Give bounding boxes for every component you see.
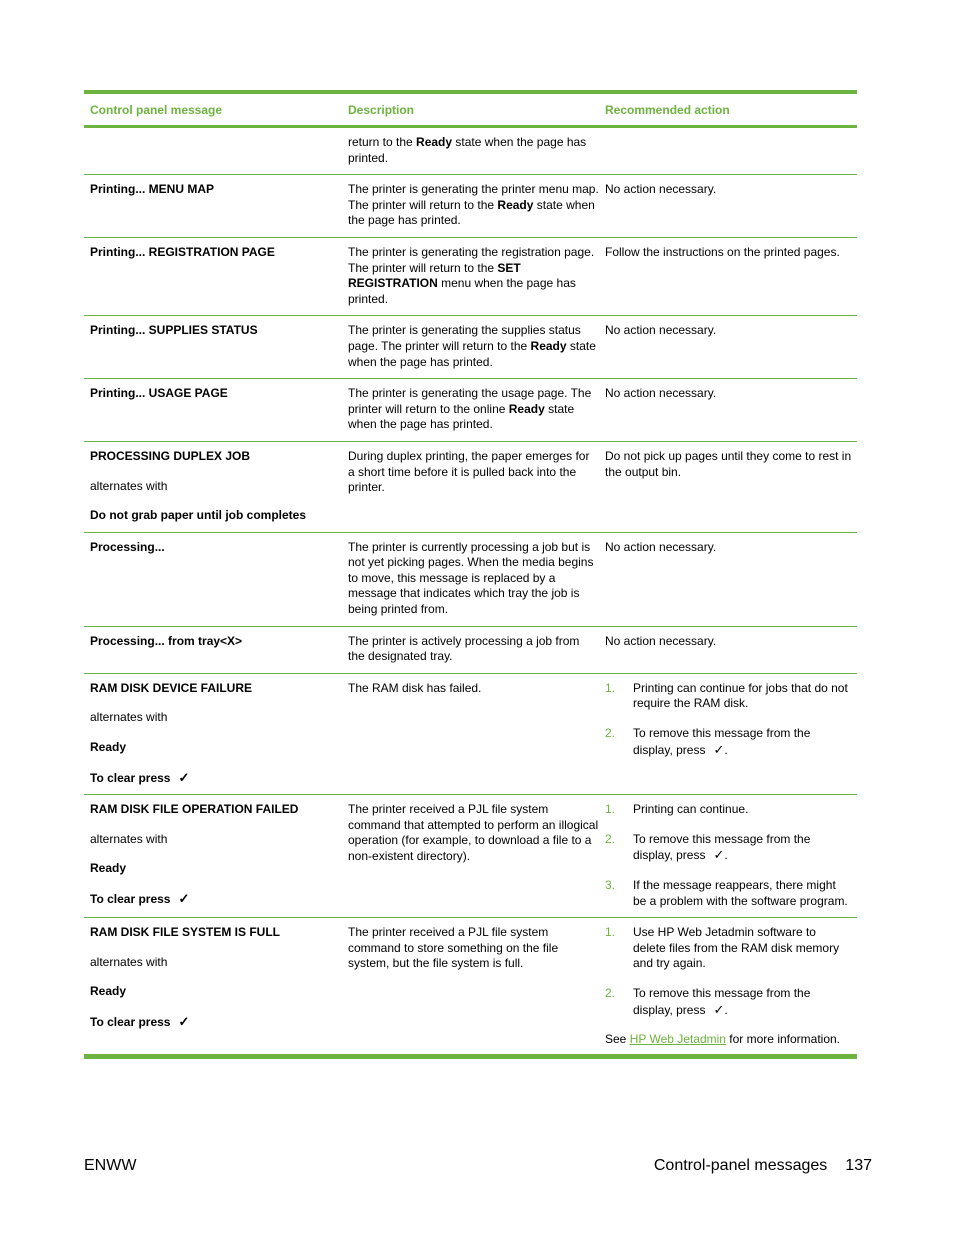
- message-cell: [84, 681, 342, 786]
- checkmark-icon: ✓: [713, 741, 725, 757]
- list-item: [605, 726, 857, 758]
- description-cell: The printer is actively processing a job from the designated tray.: [348, 633, 580, 664]
- step-text-body: To remove this message from the display, press: [633, 726, 811, 757]
- step-number: 3.: [605, 878, 616, 892]
- description-cell: The printer received a PJL file system command that attempted to perform an illogical operation (for example, to download a file to a non-existent directory).: [348, 802, 599, 863]
- step-text: [633, 726, 857, 758]
- header-description: Description: [348, 102, 415, 117]
- action-cell: No action necessary.: [605, 323, 717, 338]
- description-cell: During duplex printing, the paper emerges for a short time before it is pulled back into the printer.: [348, 448, 590, 495]
- footer-section-title: Control-panel messages: [653, 1157, 828, 1174]
- footer-right: [654, 1157, 872, 1175]
- footer-left: ENWW: [84, 1157, 137, 1174]
- header-control-panel-message: Control panel message: [90, 102, 223, 117]
- checkmark-icon: ✓: [178, 891, 190, 906]
- step-text: [633, 832, 857, 864]
- see-text: See: [605, 1032, 630, 1047]
- table-row: [84, 795, 857, 918]
- table-row: [84, 918, 857, 1054]
- message-cell: [84, 925, 342, 1048]
- message-text: PROCESSING DUPLEX JOB: [90, 448, 251, 463]
- description-cell: [342, 135, 599, 166]
- description-bold: Ready: [508, 401, 545, 416]
- action-cell: [599, 925, 857, 1048]
- table-header: [84, 94, 857, 125]
- table-row: [84, 238, 857, 316]
- table-row: [84, 533, 857, 627]
- action-cell: [599, 681, 857, 786]
- action-cell: Follow the instructions on the printed pages.: [605, 244, 840, 259]
- description-text: state when the page has printed.: [348, 197, 595, 228]
- table-row: [84, 674, 857, 795]
- list-item: [605, 986, 857, 1018]
- list-item: [605, 832, 857, 864]
- message-table: [84, 90, 857, 1059]
- description-cell: The printer is currently processing a job but is not yet picking pages. When the media begins to move, this message is replaced by a message that indicates which tray the job is being printed from.: [348, 539, 594, 617]
- see-also-note: [605, 1032, 857, 1048]
- message-text: Ready: [90, 861, 127, 876]
- table-row: [84, 175, 857, 238]
- message-text: Ready: [90, 740, 127, 755]
- list-item: [605, 802, 857, 818]
- description-cell: The RAM disk has failed.: [348, 680, 482, 695]
- description-bold: Ready: [530, 338, 567, 353]
- message-cell: [84, 449, 342, 524]
- message-cell: Printing... REGISTRATION PAGE: [90, 244, 275, 259]
- description-text: The printer is generating the printer menu map. The printer will return to the: [348, 182, 599, 212]
- action-cell: No action necessary.: [605, 633, 717, 648]
- clear-text: To clear press: [90, 892, 171, 906]
- description-cell: [342, 182, 599, 229]
- table-row: [84, 316, 857, 379]
- step-number: 2.: [605, 831, 616, 846]
- action-cell: Do not pick up pages until they come to rest in the output bin.: [605, 448, 852, 479]
- table-bottom-rule: [84, 1054, 857, 1059]
- alternates-with-text: alternates with: [90, 478, 168, 493]
- description-text: return to the: [348, 135, 417, 149]
- list-item: [605, 925, 857, 972]
- step-number: 2.: [605, 985, 616, 1000]
- alternates-with-text: alternates with: [90, 710, 168, 725]
- message-cell: Printing... USAGE PAGE: [90, 386, 228, 401]
- message-text: RAM DISK FILE OPERATION FAILED: [90, 802, 299, 817]
- message-text: Ready: [90, 984, 127, 999]
- description-text: state when the page has printed.: [348, 401, 575, 432]
- message-cell: [84, 135, 342, 166]
- message-cell: Processing... from tray<X>: [90, 633, 243, 648]
- message-text: RAM DISK DEVICE FAILURE: [90, 680, 253, 695]
- description-cell: The printer received a PJL file system command to store something on the file system, but the file system is full.: [348, 925, 559, 971]
- message-cell: Printing... SUPPLIES STATUS: [90, 323, 258, 338]
- message-cell: Printing... MENU MAP: [90, 182, 214, 197]
- description-text: menu when the page has printed.: [348, 276, 576, 306]
- list-item: [605, 878, 857, 909]
- description-bold: Ready: [497, 197, 534, 212]
- description-text: state when the page has printed.: [348, 338, 596, 369]
- step-text: [633, 986, 857, 1018]
- message-text: RAM DISK FILE SYSTEM IS FULL: [90, 925, 281, 940]
- table-row: [84, 379, 857, 442]
- action-steps: [605, 925, 857, 1018]
- page-number: 137: [845, 1157, 872, 1174]
- clear-instruction: [90, 891, 342, 908]
- description-text: state when the page has printed.: [348, 135, 587, 165]
- message-text: Do not grab paper until job completes: [90, 508, 307, 523]
- alternates-with-text: alternates with: [90, 954, 168, 969]
- action-cell: No action necessary.: [605, 539, 717, 554]
- description-text: The printer is generating the registration page. The printer will return to the: [348, 244, 595, 275]
- action-cell: No action necessary.: [605, 182, 717, 197]
- step-number: 2.: [605, 726, 616, 741]
- clear-instruction: [90, 770, 342, 787]
- action-steps: [605, 681, 857, 758]
- step-number: 1.: [605, 925, 616, 940]
- step-text: If the message reappears, there might be a problem with the software program.: [633, 878, 848, 908]
- clear-instruction: [90, 1014, 342, 1031]
- list-item: [605, 681, 857, 712]
- step-text: Printing can continue for jobs that do not require the RAM disk.: [633, 680, 848, 711]
- step-number: 1.: [605, 802, 616, 817]
- table-row: [84, 128, 857, 175]
- description-cell: [342, 323, 599, 370]
- description-text: The printer is generating the usage page. The printer will return to the online: [348, 386, 592, 416]
- checkmark-icon: ✓: [713, 1001, 725, 1017]
- table-row: [84, 442, 857, 533]
- description-bold: Ready: [416, 135, 453, 149]
- step-text-end: .: [724, 742, 728, 757]
- description-bold: SET REGISTRATION: [348, 260, 521, 291]
- description-cell: [342, 386, 599, 433]
- clear-text: To clear press: [90, 770, 171, 785]
- description-text: The printer is generating the supplies status page. The printer will return to the: [348, 323, 581, 353]
- action-steps: [605, 802, 857, 909]
- action-cell: [599, 802, 857, 909]
- step-text-body: To remove this message from the display, press: [633, 985, 811, 1017]
- table-row: [84, 627, 857, 674]
- message-cell: Processing...: [90, 539, 165, 554]
- see-text: for more information.: [725, 1032, 841, 1047]
- hp-web-jetadmin-link[interactable]: HP Web Jetadmin: [629, 1032, 726, 1047]
- header-recommended-action: Recommended action: [605, 102, 730, 117]
- step-text-end: .: [724, 1002, 728, 1017]
- checkmark-icon: ✓: [178, 1013, 190, 1029]
- step-text: Printing can continue.: [633, 802, 749, 817]
- alternates-with-text: alternates with: [90, 831, 168, 846]
- checkmark-icon: ✓: [713, 847, 725, 863]
- step-text-end: .: [724, 848, 728, 863]
- step-text-body: To remove this message from the display, press: [633, 831, 811, 863]
- clear-text: To clear press: [90, 1014, 171, 1029]
- action-cell: [599, 135, 857, 166]
- message-cell: [84, 802, 342, 909]
- checkmark-icon: ✓: [178, 769, 190, 785]
- description-cell: [342, 245, 599, 307]
- step-number: 1.: [605, 680, 616, 695]
- action-cell: No action necessary.: [605, 386, 717, 401]
- step-text: Use HP Web Jetadmin software to delete files from the RAM disk memory and try again.: [633, 925, 840, 971]
